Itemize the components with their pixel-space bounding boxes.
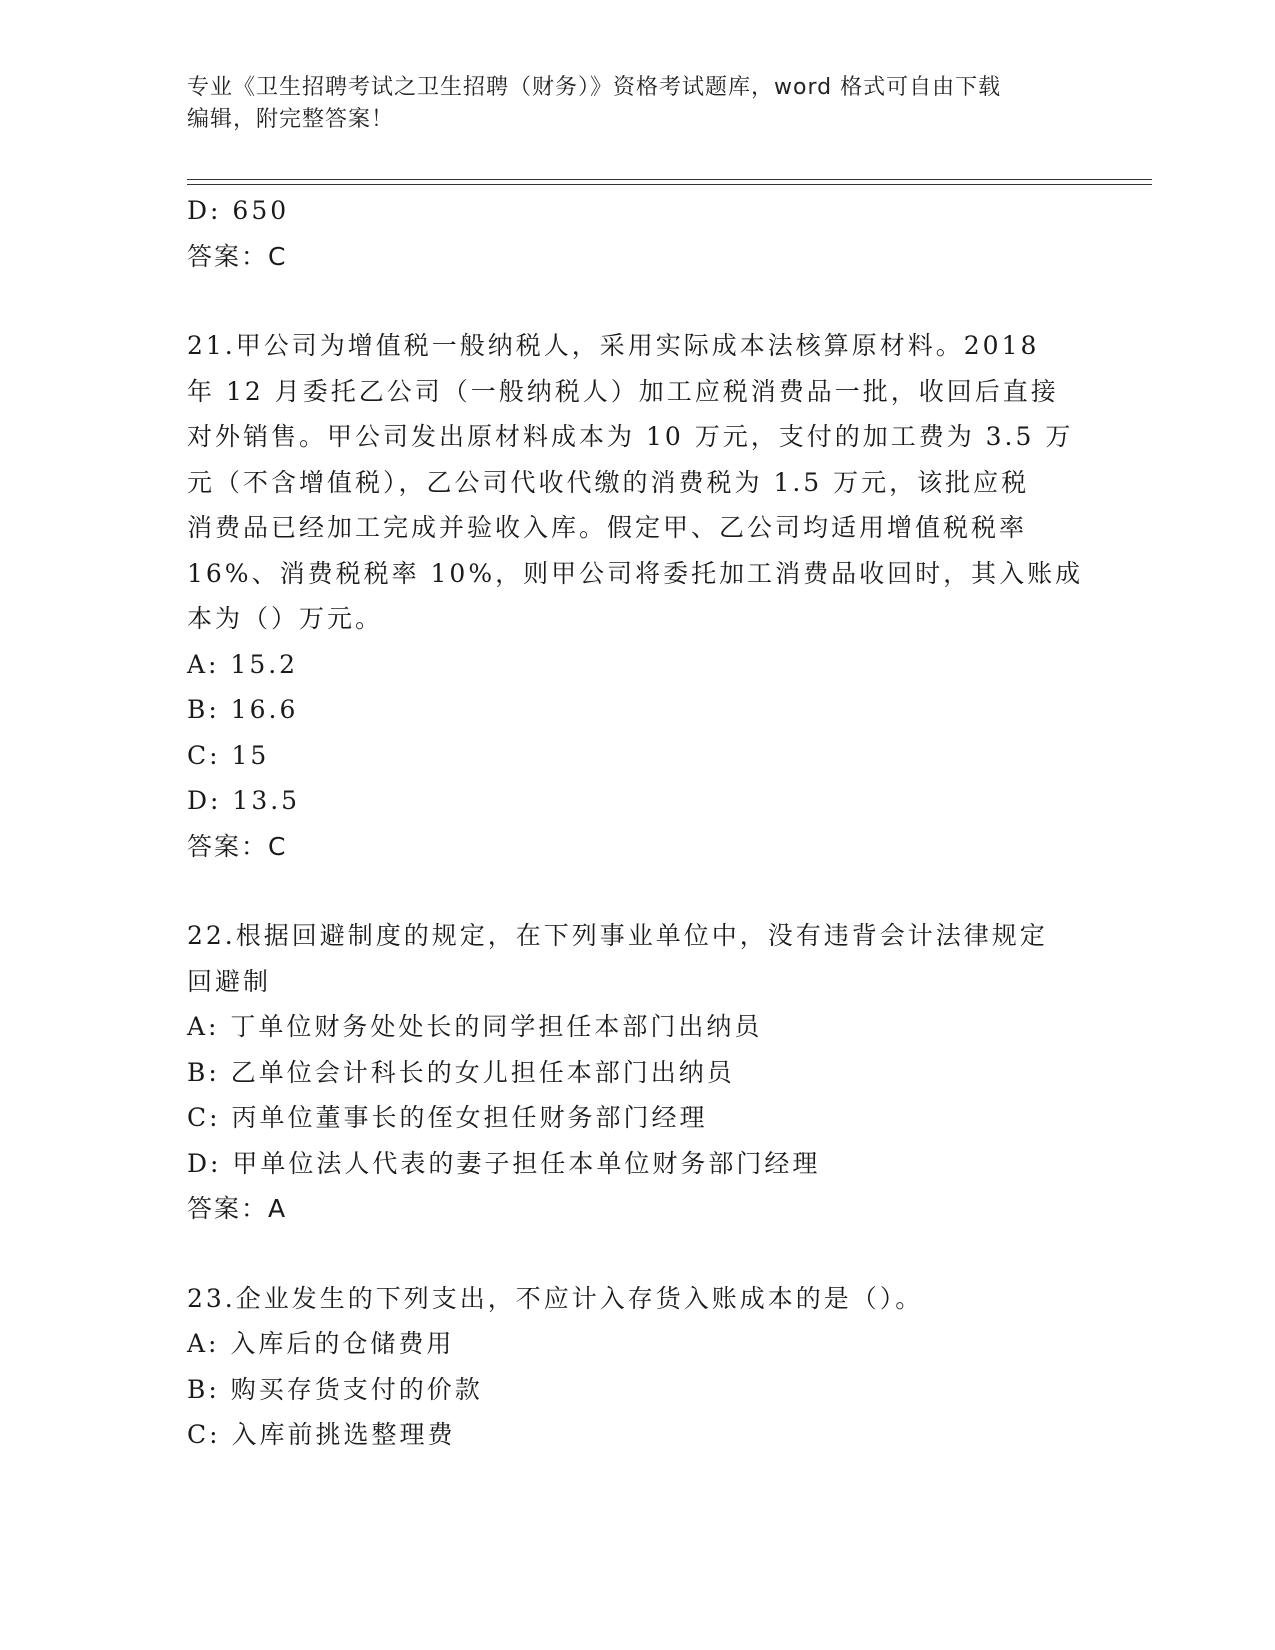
answer-line: 答案：C — [187, 831, 288, 861]
page-header — [187, 72, 1067, 136]
question-text-line: 23.企业发生的下列支出，不应计入存货入账成本的是（）。 — [187, 1283, 924, 1313]
header-divider-top — [187, 179, 1152, 180]
option-b: B: 16.6 — [187, 695, 299, 724]
spacer — [187, 869, 1077, 913]
spacer — [187, 279, 1077, 323]
question-23 — [187, 1276, 1077, 1458]
option-a: A: 15.2 — [187, 649, 299, 679]
option-a: A: 入库后的仓储费用 — [187, 1329, 455, 1358]
header-line-2: 编辑，附完整答案！ — [187, 107, 395, 132]
spacer — [187, 1232, 1077, 1276]
question-text-line: 21.甲公司为增值税一般纳税人，采用实际成本法核算原材料。2018 — [187, 331, 1040, 360]
question-text-line: 消费品已经加工完成并验收入库。假定甲、乙公司均适用增值税税率 — [187, 513, 1028, 542]
option-d: D: 13.5 — [187, 786, 301, 815]
header-line-1: 专业《卫生招聘考试之卫生招聘（财务）》资格考试题库，word 格式可自由下载 — [187, 75, 1002, 100]
option-d: D: 650 — [187, 196, 290, 225]
option-a: A: 丁单位财务处处长的同学担任本部门出纳员 — [187, 1012, 763, 1041]
question-21 — [187, 323, 1084, 869]
option-d: D: 甲单位法人代表的妻子担任本单位财务部门经理 — [187, 1148, 821, 1178]
question-text-line: 回避制 — [187, 966, 272, 996]
document-body — [187, 188, 1084, 1458]
option-b: B: 购买存货支付的价款 — [187, 1374, 483, 1404]
answer-line: 答案：A — [187, 1194, 288, 1223]
header-divider-bottom — [187, 184, 1152, 185]
question-text-line: 对外销售。甲公司发出原材料成本为 10 万元，支付的加工费为 3.5 万 — [187, 422, 1074, 451]
answer-line: 答案：C — [187, 241, 288, 271]
question-text-line: 本为（）万元。 — [187, 604, 384, 633]
question-text-line: 16%、消费税税率 10%，则甲公司将委托加工消费品收回时，其入账成 — [187, 558, 1084, 588]
question-text-line: 元（不含增值税），乙公司代收代缴的消费税为 1.5 万元，该批应税 — [187, 467, 1030, 497]
previous-question-tail — [187, 188, 1077, 279]
option-b: B: 乙单位会计科长的女儿担任本部门出纳员 — [187, 1057, 735, 1087]
question-22 — [187, 913, 1077, 1232]
question-text-line: 22.根据回避制度的规定，在下列事业单位中，没有违背会计法律规定 — [187, 921, 1048, 950]
option-c: C: 丙单位董事长的侄女担任财务部门经理 — [187, 1103, 708, 1132]
question-text-line: 年 12 月委托乙公司（一般纳税人）加工应税消费品一批，收回后直接 — [187, 376, 1059, 406]
option-c: C: 15 — [187, 740, 270, 770]
option-c: C: 入库前挑选整理费 — [187, 1420, 456, 1449]
